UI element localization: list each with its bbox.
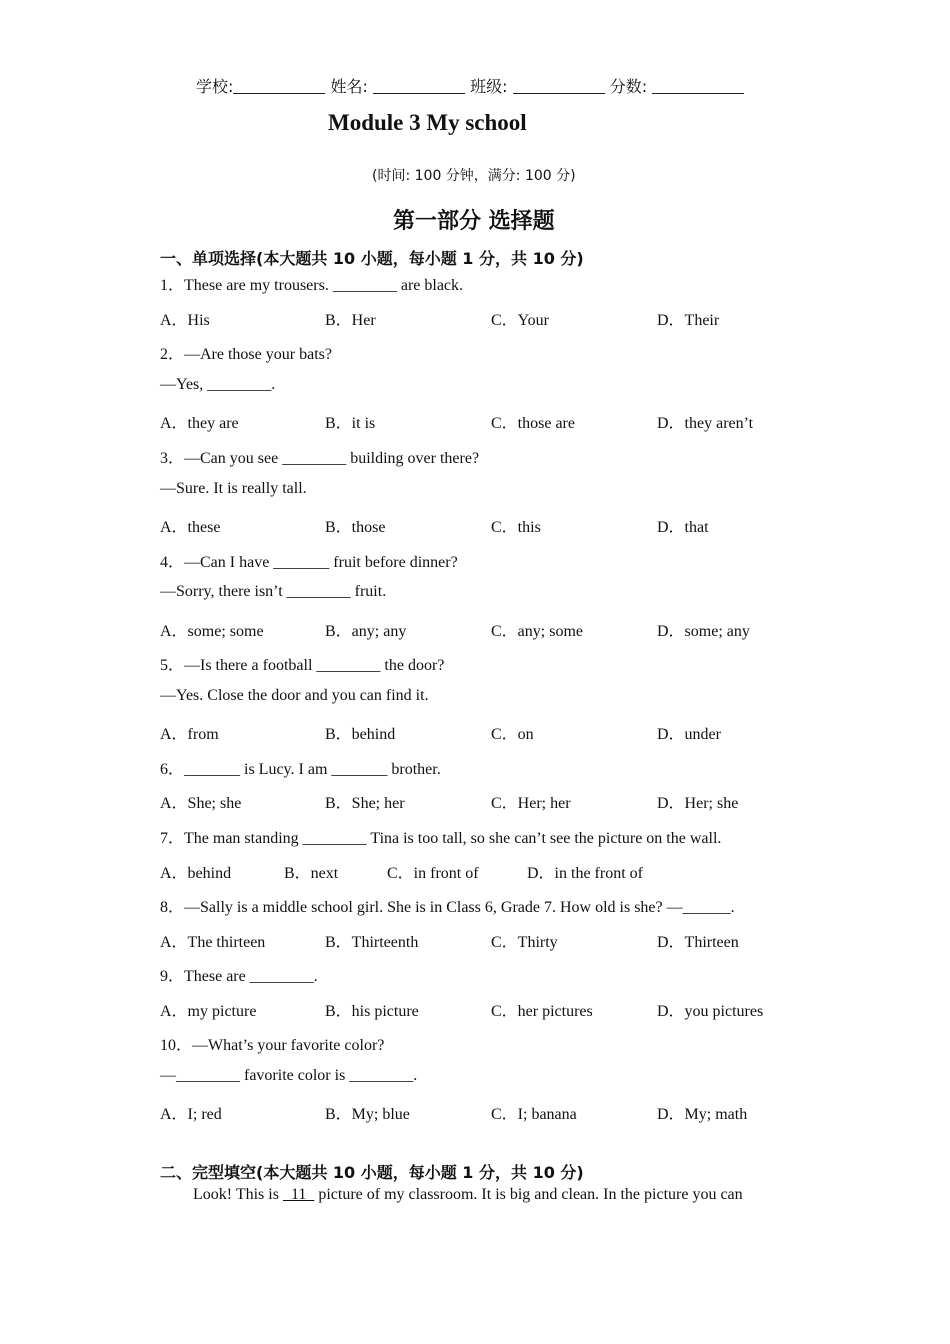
question-5-line-1: 5．—Is there a football ________ the door? bbox=[160, 657, 445, 674]
question-2-option-d[interactable]: D．they aren’t bbox=[657, 415, 754, 432]
school-blank[interactable] bbox=[233, 79, 325, 94]
question-3-line-1: 3．—Can you see ________ building over there? bbox=[160, 450, 480, 467]
question-10-option-d[interactable]: D．My; math bbox=[657, 1106, 748, 1123]
exam-header bbox=[196, 74, 744, 97]
question-2-line-1: 2．—Are those your bats? bbox=[160, 346, 332, 363]
question-3-line-2: —Sure. It is really tall. bbox=[160, 480, 307, 497]
question-7-option-b[interactable]: B．next bbox=[284, 865, 339, 882]
question-9-option-a[interactable]: A．my picture bbox=[160, 1003, 257, 1020]
question-3-option-b[interactable]: B．those bbox=[325, 519, 386, 536]
time-info: (时间: 100 分钟，满分: 100 分) bbox=[372, 168, 576, 184]
question-7-option-a[interactable]: A．behind bbox=[160, 865, 232, 882]
question-2-option-a[interactable]: A．they are bbox=[160, 415, 239, 432]
cloze-passage bbox=[193, 1186, 743, 1204]
question-6-option-a[interactable]: A．She; she bbox=[160, 795, 242, 812]
question-8-option-b[interactable]: B．Thirteenth bbox=[325, 934, 419, 951]
question-1-option-c[interactable]: C．Your bbox=[491, 312, 549, 329]
question-3-option-a[interactable]: A．these bbox=[160, 519, 221, 536]
question-1-line-1: 1．These are my trousers. ________ are black. bbox=[160, 277, 464, 294]
class-blank[interactable] bbox=[513, 79, 605, 94]
page-title: Module 3 My school bbox=[328, 110, 527, 135]
question-1-option-d[interactable]: D．Their bbox=[657, 312, 720, 329]
question-3-option-d[interactable]: D．that bbox=[657, 519, 709, 536]
question-7-line-1: 7．The man standing ________ Tina is too tall, so she can’t see the picture on the wall. bbox=[160, 830, 722, 847]
question-2-option-b[interactable]: B．it is bbox=[325, 415, 376, 432]
school-label: 学校: bbox=[196, 77, 234, 96]
question-8-option-a[interactable]: A．The thirteen bbox=[160, 934, 266, 951]
question-6-option-b[interactable]: B．She; her bbox=[325, 795, 405, 812]
question-5-option-b[interactable]: B．behind bbox=[325, 726, 396, 743]
question-6-option-c[interactable]: C．Her; her bbox=[491, 795, 571, 812]
question-10-option-c[interactable]: C．I; banana bbox=[491, 1106, 577, 1123]
question-5-option-d[interactable]: D．under bbox=[657, 726, 721, 743]
question-4-line-2: —Sorry, there isn’t ________ fruit. bbox=[160, 583, 387, 600]
question-5-option-c[interactable]: C．on bbox=[491, 726, 534, 743]
question-10-line-2: —________ favorite color is ________. bbox=[160, 1067, 418, 1084]
question-3-option-c[interactable]: C．this bbox=[491, 519, 541, 536]
section-2-title: 二、完型填空(本大题共 10 小题，每小题 1 分，共 10 分) bbox=[160, 1163, 584, 1182]
passage-before: Look! This is bbox=[193, 1186, 283, 1203]
question-10-option-b[interactable]: B．My; blue bbox=[325, 1106, 410, 1123]
class-label: 班级: bbox=[470, 77, 508, 96]
question-9-option-b[interactable]: B．his picture bbox=[325, 1003, 419, 1020]
section-1-title: 一、单项选择(本大题共 10 小题，每小题 1 分，共 10 分) bbox=[160, 249, 584, 268]
question-10-option-a[interactable]: A．I; red bbox=[160, 1106, 222, 1123]
question-6-option-d[interactable]: D．Her; she bbox=[657, 795, 739, 812]
question-9-line-1: 9．These are ________. bbox=[160, 968, 318, 985]
question-4-line-1: 4．—Can I have _______ fruit before dinner? bbox=[160, 554, 458, 571]
score-label: 分数: bbox=[609, 77, 648, 96]
question-5-option-a[interactable]: A．from bbox=[160, 726, 219, 743]
question-2-line-2: —Yes, ________. bbox=[160, 376, 276, 393]
question-4-option-d[interactable]: D．some; any bbox=[657, 623, 750, 640]
question-8-line-1: 8．—Sally is a middle school girl. She is in Class 6, Grade 7. How old is she? —______. bbox=[160, 899, 735, 916]
question-5-line-2: —Yes. Close the door and you can find it. bbox=[160, 687, 429, 704]
part-title: 第一部分 选择题 bbox=[393, 209, 555, 234]
question-9-option-d[interactable]: D．you pictures bbox=[657, 1003, 764, 1020]
question-1-option-a[interactable]: A．His bbox=[160, 312, 210, 329]
question-4-option-a[interactable]: A．some; some bbox=[160, 623, 264, 640]
question-4-option-c[interactable]: C．any; some bbox=[491, 623, 583, 640]
score-blank[interactable] bbox=[652, 79, 744, 94]
question-10-line-1: 10．—What’s your favorite color? bbox=[160, 1037, 385, 1054]
question-1-option-b[interactable]: B．Her bbox=[325, 312, 376, 329]
question-8-option-c[interactable]: C．Thirty bbox=[491, 934, 558, 951]
question-9-option-c[interactable]: C．her pictures bbox=[491, 1003, 593, 1020]
question-2-option-c[interactable]: C．those are bbox=[491, 415, 575, 432]
question-6-line-1: 6．_______ is Lucy. I am _______ brother. bbox=[160, 761, 441, 778]
name-blank[interactable] bbox=[373, 79, 465, 94]
question-7-option-d[interactable]: D．in the front of bbox=[527, 865, 643, 882]
question-8-option-d[interactable]: D．Thirteen bbox=[657, 934, 739, 951]
passage-after: picture of my classroom. It is big and clean. In the picture you can bbox=[314, 1186, 743, 1203]
question-4-option-b[interactable]: B．any; any bbox=[325, 623, 407, 640]
name-label: 姓名: bbox=[330, 77, 368, 96]
cloze-blank-11: 11 bbox=[290, 1186, 307, 1203]
question-7-option-c[interactable]: C．in front of bbox=[387, 865, 479, 882]
